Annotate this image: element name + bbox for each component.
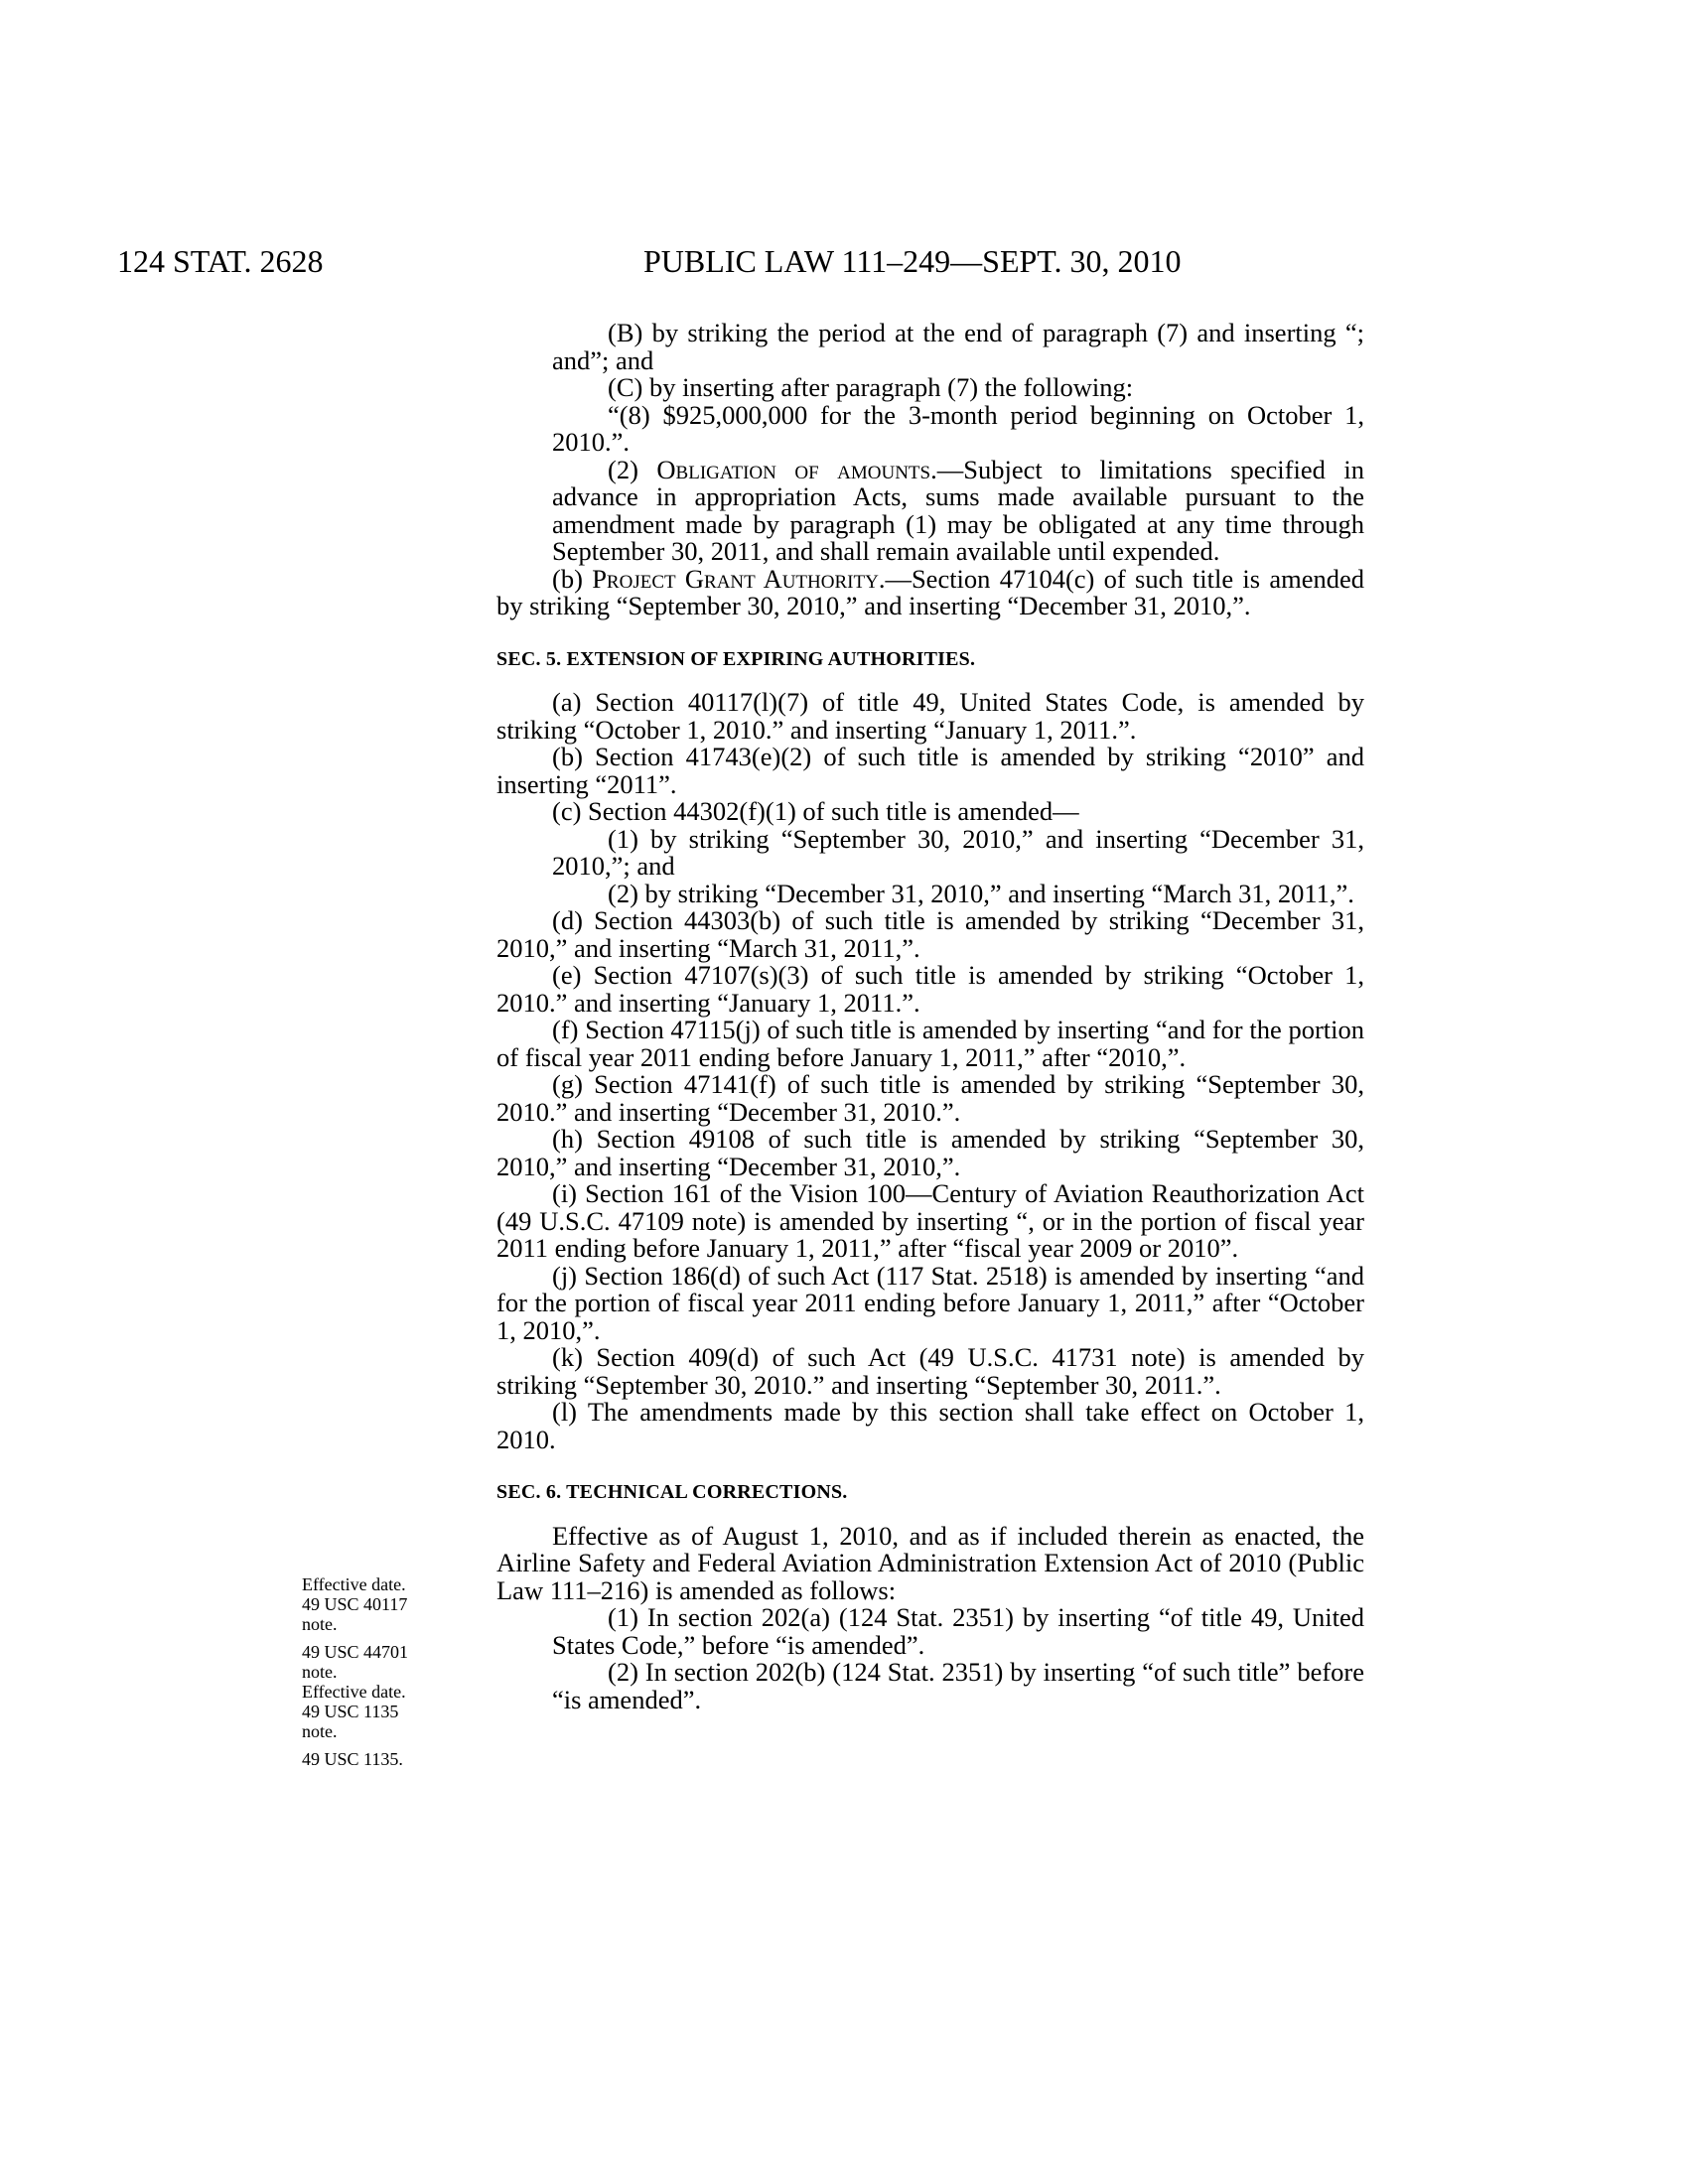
section-5-heading: SEC. 5. EXTENSION OF EXPIRING AUTHORITIES. bbox=[496, 647, 976, 670]
section-5-k: (k) Section 409(d) of such Act (49 U.S.C. 41731 note) is amended by striking “September 30, 2010.” and inserting “September 30, 2011.”. bbox=[496, 1342, 1364, 1400]
section-5-e: (e) Section 47107(s)(3) of such title is amended by striking “October 1, 2010.” and inserting “January 1, 2011.”. bbox=[496, 960, 1364, 1018]
margin-note: 49 USC 44701 bbox=[302, 1642, 409, 1662]
section-5-i: (i) Section 161 of the Vision 100—Century of Aviation Reauthorization Act (49 U.S.C. 47109 note) is amended by inserting “, or in the portion of fiscal year 2011 ending before January 1, 2011,” after “fiscal year 2009 or 2010”. bbox=[496, 1178, 1364, 1263]
section-6-heading: SEC. 6. TECHNICAL CORRECTIONS. bbox=[496, 1481, 848, 1503]
statute-page-reference: 124 STAT. 2628 bbox=[117, 243, 324, 279]
section-5-l: (l) The amendments made by this section shall take effect on October 1, 2010. bbox=[496, 1397, 1364, 1454]
margin-note: Effective date. bbox=[302, 1574, 406, 1594]
margin-note: 49 USC 1135. bbox=[302, 1749, 403, 1769]
section-6-intro: Effective as of August 1, 2010, and as if included therein as enacted, the Airline Safety and Federal Aviation Administration Extension Act of 2010 (Public Law 111–216) is amended as follows: bbox=[496, 1520, 1364, 1605]
section-5-a: (a) Section 40117(l)(7) of title 49, United States Code, is amended by striking “October 1, 2010.” and inserting “January 1, 2011.”. bbox=[496, 687, 1364, 745]
section-5-c-2: (2) by striking “December 31, 2010,” and inserting “March 31, 2011,”. bbox=[608, 878, 1354, 908]
section-5-d: (d) Section 44303(b) of such title is amended by striking “December 31, 2010,” and inserting “March 31, 2011,”. bbox=[496, 905, 1364, 963]
paragraph-b-strike-period: (B) by striking the period at the end of paragraph (7) and inserting “; and”; and bbox=[552, 318, 1364, 375]
section-5-f: (f) Section 47115(j) of such title is amended by inserting “and for the portion of fiscal year 2011 ending before January 1, 2011,” after “2010,”. bbox=[496, 1015, 1364, 1072]
section-5-g: (g) Section 47141(f) of such title is amended by striking “September 30, 2010.” and inserting “December 31, 2010.”. bbox=[496, 1069, 1364, 1127]
margin-note: note. bbox=[302, 1721, 338, 1741]
paragraph-project-grant-authority bbox=[496, 563, 1364, 620]
section-5-c-1: (1) by striking “September 30, 2010,” and inserting “December 31, 2010,”; and bbox=[552, 823, 1364, 881]
margin-note: Effective date. bbox=[302, 1682, 406, 1702]
margin-note: note. bbox=[302, 1614, 338, 1634]
margin-note: 49 USC 1135 bbox=[302, 1702, 399, 1721]
margin-note: note. bbox=[302, 1662, 338, 1682]
paragraph-c-insert-after: (C) by inserting after paragraph (7) the following: bbox=[608, 372, 1134, 402]
paragraph-heading: Obligation of amounts bbox=[656, 454, 931, 484]
paragraph-obligation-of-amounts bbox=[496, 454, 1364, 566]
page-header bbox=[0, 243, 1688, 283]
paragraph-number: (b) bbox=[552, 563, 593, 594]
paragraph-text: .—Subject to limitations specified in advance in appropriation Acts, sums made available pursuant to the amendment made by paragraph (1) may be obligated at any time through September 30, 2011, and shall remain available until expended. bbox=[552, 454, 1364, 566]
section-5-h: (h) Section 49108 of such title is amended by striking “September 30, 2010,” and inserting “December 31, 2010,”. bbox=[496, 1124, 1364, 1181]
paragraph-number: (2) bbox=[608, 454, 657, 484]
body-text bbox=[496, 320, 1364, 1713]
section-5-j: (j) Section 186(d) of such Act (117 Stat. 2518) is amended by inserting “and for the portion of fiscal year 2011 ending before January 1, 2011,” after “October 1, 2010,”. bbox=[496, 1260, 1364, 1345]
paragraph-8-amount: “(8) $925,000,000 for the 3-month period beginning on October 1, 2010.”. bbox=[552, 399, 1364, 457]
section-5-b: (b) Section 41743(e)(2) of such title is amended by striking “2010” and inserting “2011”. bbox=[496, 742, 1364, 799]
section-6-2: (2) In section 202(b) (124 Stat. 2351) by inserting “of such title” before “is amended”. bbox=[552, 1657, 1364, 1714]
section-6-1: (1) In section 202(a) (124 Stat. 2351) by inserting “of title 49, United States Code,” before “is amended”. bbox=[552, 1602, 1364, 1660]
section-5-c: (c) Section 44302(f)(1) of such title is amended— bbox=[552, 796, 1079, 826]
margin-note: 49 USC 40117 bbox=[302, 1594, 408, 1614]
paragraph-text: .—Section 47104(c) of such title is amended by striking “September 30, 2010,” and inserting “December 31, 2010,”. bbox=[496, 563, 1364, 620]
margin-notes bbox=[302, 1574, 451, 1769]
running-title: PUBLIC LAW 111–249—SEPT. 30, 2010 bbox=[643, 243, 1182, 279]
paragraph-heading: Project Grant Authority bbox=[592, 563, 879, 594]
